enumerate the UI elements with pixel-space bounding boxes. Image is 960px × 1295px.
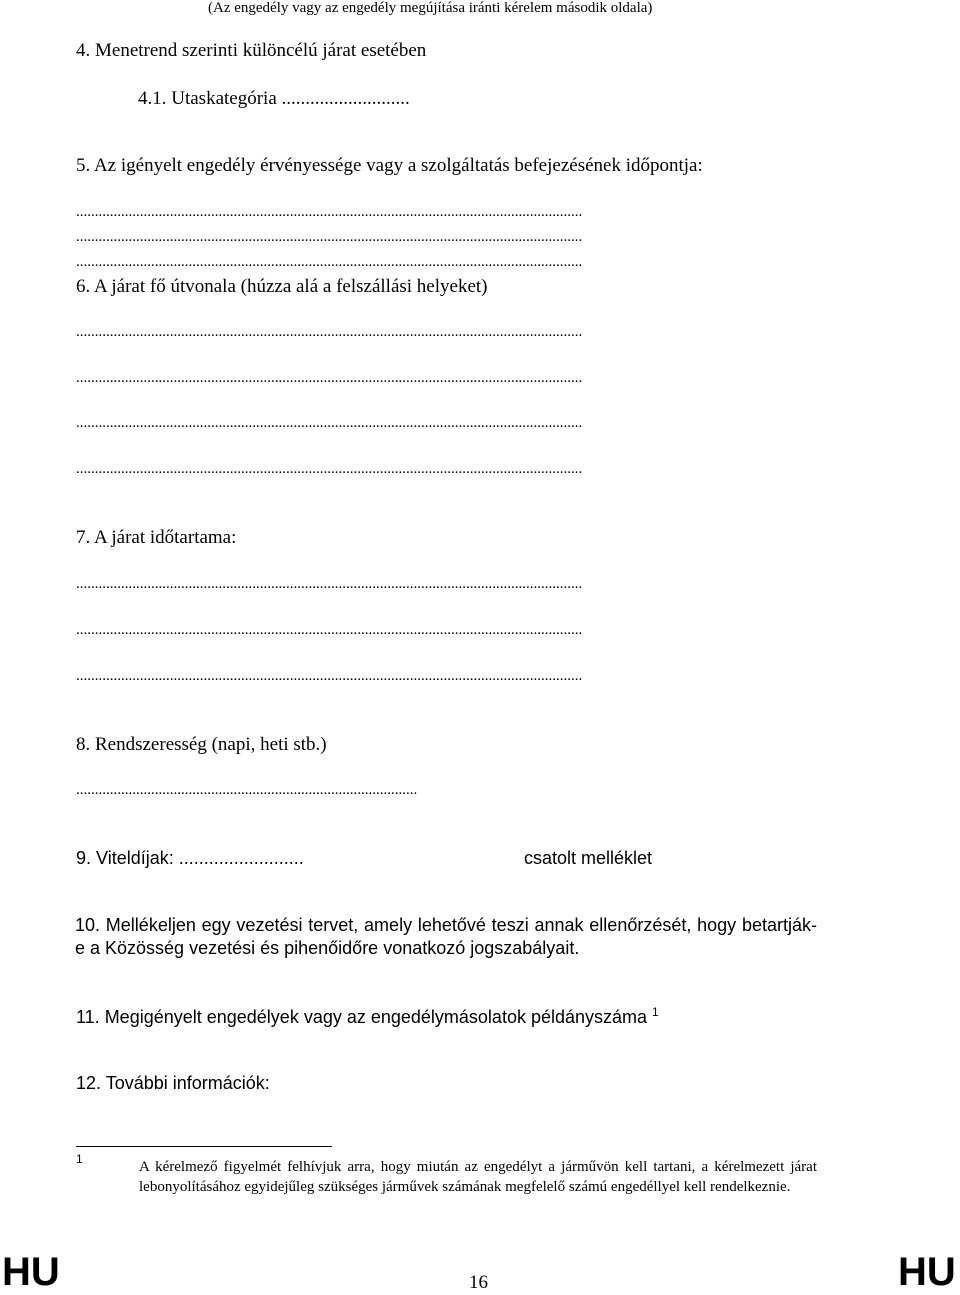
page-header: (Az engedély vagy az engedély megújítása iránti kérelem második oldala) [208, 0, 653, 16]
footer-country-right: HU [898, 1250, 956, 1294]
item-4-1: 4.1. Utaskategória ........................... [138, 88, 410, 109]
item-6: 6. A járat fő útvonala (húzza alá a felszállási helyeket) [76, 276, 488, 297]
dotted-line: ........................................................................................... [76, 782, 418, 798]
item-4: 4. Menetrend szerinti különcélú járat esetében [76, 40, 427, 61]
dotted-line: ....................................................................................................................................... [76, 668, 583, 684]
item-7: 7. A járat időtartama: [76, 527, 237, 548]
dotted-line: ....................................................................................................................................... [76, 254, 583, 270]
item-12: 12. További információk: [76, 1073, 270, 1093]
item-11 [76, 1007, 659, 1028]
dotted-line: ....................................................................................................................................... [76, 622, 583, 638]
dotted-line: ....................................................................................................................................... [76, 461, 583, 477]
footnote-reference: 1 [652, 1005, 659, 1019]
footnote-mark: 1 [76, 1152, 83, 1166]
item-9: 9. Viteldíjak: ......................... [76, 848, 304, 868]
item-11-text: 11. Megigényelt engedélyek vagy az engedélymásolatok példányszáma [76, 1007, 648, 1027]
footnote-text: A kérelmező figyelmét felhívjuk arra, hogy miután az engedélyt a járművön kell tartani, a kérelmezett járat lebonyolításához egyidejűleg szükséges járművek számának megfelelő számú engedéllyel kell rendelkeznie. [139, 1159, 817, 1195]
dotted-line: ....................................................................................................................................... [76, 576, 583, 592]
page-number: 16 [469, 1272, 488, 1293]
dotted-line: ....................................................................................................................................... [76, 415, 583, 431]
dotted-line: ....................................................................................................................................... [76, 204, 583, 220]
item-10: 10. Mellékeljen egy vezetési tervet, amely lehetővé teszi annak ellenőrzését, hogy betartják-e a Közösség vezetési és pihenőidőre vonatkozó jogszabályait. [75, 915, 817, 958]
footer-country-left: HU [2, 1250, 60, 1294]
dotted-line: ....................................................................................................................................... [76, 324, 583, 340]
dotted-line: ....................................................................................................................................... [76, 229, 583, 245]
item-9-attachment: csatolt melléklet [524, 848, 653, 868]
dotted-line: ....................................................................................................................................... [76, 370, 583, 386]
footnote-separator [76, 1146, 332, 1147]
item-8: 8. Rendszeresség (napi, heti stb.) [76, 734, 327, 755]
item-5: 5. Az igényelt engedély érvényessége vagy a szolgáltatás befejezésének időpontja: [76, 155, 703, 176]
